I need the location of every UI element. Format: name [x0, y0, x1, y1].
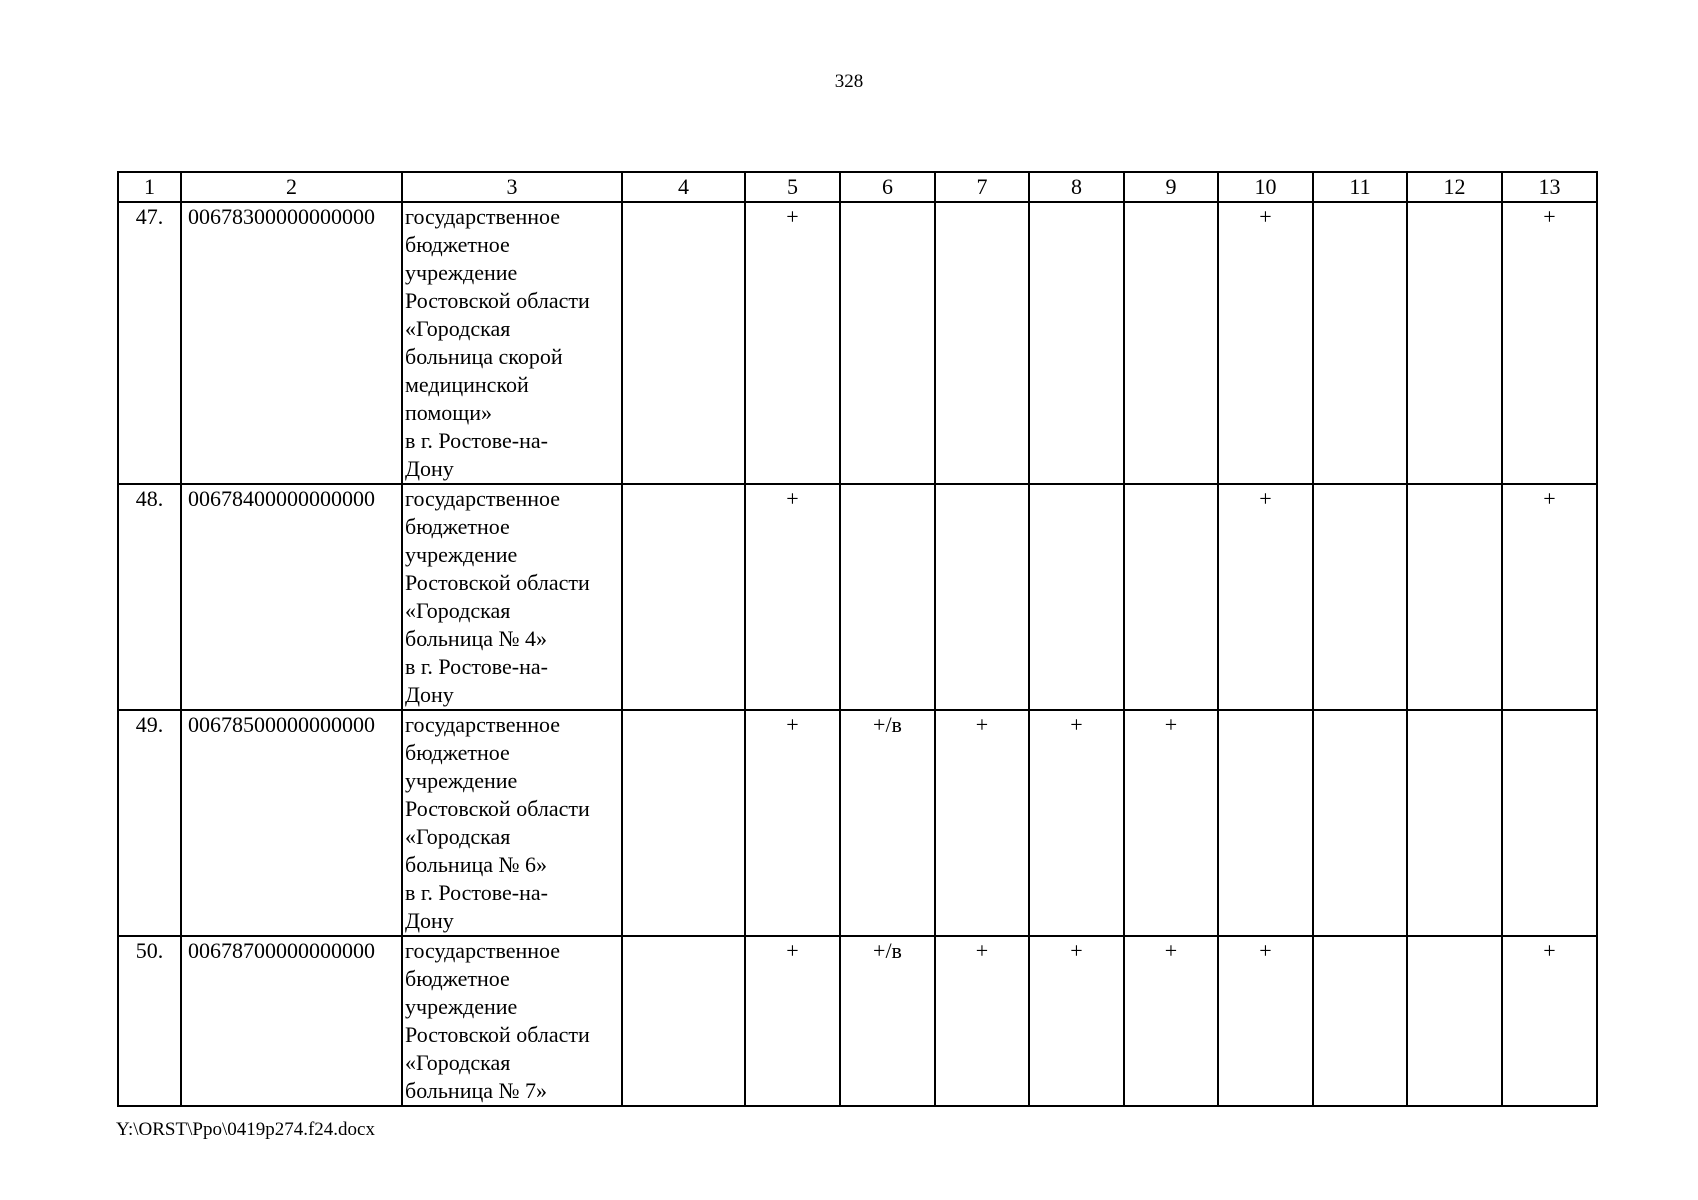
org-code: 00678300000000000 — [181, 202, 402, 484]
cell-col-4 — [622, 936, 745, 1106]
col-header-4: 4 — [622, 172, 745, 202]
col-header-13: 13 — [1502, 172, 1597, 202]
row-number: 48. — [118, 484, 181, 710]
cell-col-6 — [840, 484, 935, 710]
org-name-cell — [402, 936, 622, 1106]
cell-col-7: + — [935, 936, 1029, 1106]
cell-col-12 — [1407, 202, 1502, 484]
col-header-2: 2 — [181, 172, 402, 202]
cell-col-8: + — [1029, 710, 1124, 936]
cell-col-6: +/в — [840, 936, 935, 1106]
header-row — [118, 172, 1597, 202]
org-name: государственное бюджетное учреждение Ростовской области «Городская больница скорой медицинской помощи» в г. Ростове-на- Дону — [405, 204, 590, 481]
cell-col-7 — [935, 202, 1029, 484]
cell-col-4 — [622, 202, 745, 484]
cell-col-12 — [1407, 484, 1502, 710]
cell-col-10: + — [1218, 936, 1313, 1106]
col-header-9: 9 — [1124, 172, 1218, 202]
cell-col-8: + — [1029, 936, 1124, 1106]
cell-col-12 — [1407, 936, 1502, 1106]
cell-col-10 — [1218, 710, 1313, 936]
table-row — [118, 484, 1597, 710]
cell-col-13 — [1502, 710, 1597, 936]
cell-col-9: + — [1124, 936, 1218, 1106]
col-header-11: 11 — [1313, 172, 1407, 202]
cell-col-13: + — [1502, 936, 1597, 1106]
row-number: 49. — [118, 710, 181, 936]
col-header-12: 12 — [1407, 172, 1502, 202]
cell-col-13: + — [1502, 484, 1597, 710]
org-name: государственное бюджетное учреждение Ростовской области «Городская больница № 6» в г. Ростове-на- Дону — [405, 712, 590, 933]
footer-file-path: Y:\ORST\Ppo\0419p274.f24.docx — [116, 1119, 375, 1140]
cell-col-9: + — [1124, 710, 1218, 936]
cell-col-6 — [840, 202, 935, 484]
col-header-8: 8 — [1029, 172, 1124, 202]
cell-col-8 — [1029, 202, 1124, 484]
cell-col-6: +/в — [840, 710, 935, 936]
col-header-3: 3 — [402, 172, 622, 202]
table-row — [118, 710, 1597, 936]
cell-col-11 — [1313, 202, 1407, 484]
cell-col-13: + — [1502, 202, 1597, 484]
cell-col-8 — [1029, 484, 1124, 710]
org-name: государственное бюджетное учреждение Ростовской области «Городская больница № 7» — [405, 938, 590, 1103]
cell-col-12 — [1407, 710, 1502, 936]
org-name-cell — [402, 202, 622, 484]
cell-col-9 — [1124, 484, 1218, 710]
cell-col-11 — [1313, 710, 1407, 936]
cell-col-4 — [622, 484, 745, 710]
cell-col-9 — [1124, 202, 1218, 484]
org-name: государственное бюджетное учреждение Ростовской области «Городская больница № 4» в г. Ростове-на- Дону — [405, 486, 590, 707]
cell-col-10: + — [1218, 202, 1313, 484]
col-header-5: 5 — [745, 172, 840, 202]
table-row — [118, 936, 1597, 1106]
org-name-cell — [402, 484, 622, 710]
cell-col-5: + — [745, 484, 840, 710]
row-number: 50. — [118, 936, 181, 1106]
col-header-1: 1 — [118, 172, 181, 202]
org-name-cell — [402, 710, 622, 936]
col-header-6: 6 — [840, 172, 935, 202]
cell-col-5: + — [745, 202, 840, 484]
page-number: 328 — [834, 71, 864, 92]
row-number: 47. — [118, 202, 181, 484]
org-code: 00678500000000000 — [181, 710, 402, 936]
cell-col-4 — [622, 710, 745, 936]
cell-col-11 — [1313, 936, 1407, 1106]
cell-col-11 — [1313, 484, 1407, 710]
org-code: 00678700000000000 — [181, 936, 402, 1106]
table-row — [118, 202, 1597, 484]
cell-col-10: + — [1218, 484, 1313, 710]
org-code: 00678400000000000 — [181, 484, 402, 710]
cell-col-7: + — [935, 710, 1029, 936]
col-header-7: 7 — [935, 172, 1029, 202]
registry-table — [117, 171, 1598, 1107]
cell-col-5: + — [745, 936, 840, 1106]
cell-col-5: + — [745, 710, 840, 936]
col-header-10: 10 — [1218, 172, 1313, 202]
cell-col-7 — [935, 484, 1029, 710]
